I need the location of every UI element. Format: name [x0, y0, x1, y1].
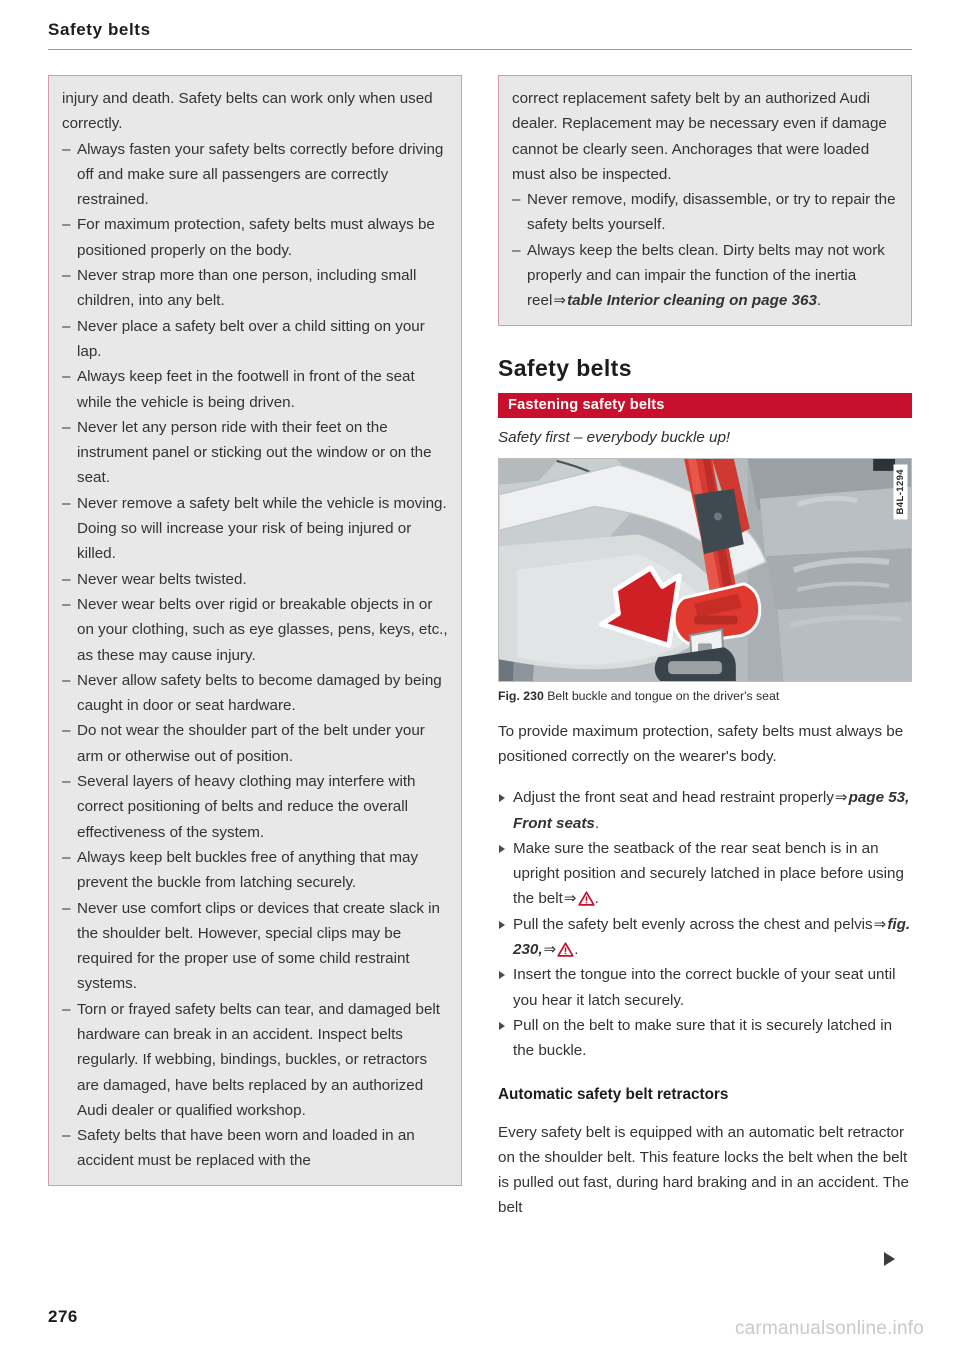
step-text-after: .: [574, 941, 579, 959]
figure-image: [498, 458, 912, 682]
step-text: Make sure the seatback of the rear seat bench is in an upright position and securely latched in place before using the belt: [513, 839, 904, 908]
warning-item: – Never place a safety belt over a child sitting on your lap.: [62, 314, 448, 365]
page-number: 276: [48, 1307, 78, 1326]
step-text: Adjust the front seat and head restraint properly: [513, 789, 834, 807]
warning-lead-in: correct replacement safety belt by an authorized Audi dealer. Replacement may be necessary even if damage cannot be clearly seen. Anchorages that were loaded must also be inspected.: [512, 90, 887, 183]
warning-item: – Do not wear the shoulder part of the belt under your arm or otherwise out of position.: [62, 718, 448, 769]
warning-item: – Never allow safety belts to become damaged by being caught in door or seat hardware.: [62, 668, 448, 719]
warning-item: – Never wear belts twisted.: [62, 567, 448, 592]
step-item: [498, 912, 912, 963]
warning-item-text: Always keep the belts clean. Dirty belts may not work properly and can impair the function of the inertia reel: [527, 241, 885, 310]
step-text-after: .: [594, 814, 600, 832]
warning-item: – Never let any person ride with their feet on the instrument panel or sticking out the window or on the seat.: [62, 415, 448, 491]
figure-block: [498, 458, 912, 703]
cross-reference-link[interactable]: table Interior: [567, 292, 660, 310]
sub-heading: Automatic safety belt retractors: [498, 1085, 729, 1103]
subsection-tagline: Safety first – everybody buckle up!: [498, 428, 731, 446]
subsection-header-bar: Fastening safety belts: [498, 393, 912, 418]
warning-item: – Torn or frayed safety belts can tear, and damaged belt hardware can break in an accident. Inspect belts regularly. If webbing, bindings, buckles, or retractors are damaged, have belts replaced by an authorized Audi dealer or qualified workshop.: [62, 997, 448, 1123]
warning-item-with-reference: – Always keep the belts clean. Dirty belts may not work properly and can impair the function of the inertia reel⇒table Interior cleaning on page 363.: [512, 238, 898, 314]
step-item: Insert the tongue into the correct buckle of your seat until you hear it latch securely.: [498, 962, 912, 1013]
step-text: Pull the safety belt evenly across the chest and pelvis: [513, 915, 873, 933]
reference-arrow-icon: ⇒: [553, 292, 567, 310]
figure-number: Fig. 230: [498, 688, 544, 703]
reference-arrow-icon: ⇒: [873, 915, 887, 933]
warning-item: – Never remove, modify, disassemble, or try to repair the safety belts yourself.: [512, 187, 898, 238]
intro-paragraph: To provide maximum protection, safety belts must always be positioned correctly on the wearer's body.: [498, 722, 904, 765]
warning-list-right: [512, 187, 898, 313]
cross-reference-link-cont[interactable]: cleaning on page 363: [663, 292, 817, 310]
warning-item: – Always keep feet in the footwell in front of the seat while the vehicle is being driven.: [62, 364, 448, 415]
step-text-after: .: [594, 890, 599, 908]
warning-triangle-icon: [557, 940, 574, 955]
reference-arrow-icon: ⇒: [834, 789, 848, 807]
right-column: [498, 75, 912, 1221]
two-column-layout: [48, 75, 912, 1265]
left-column: [48, 75, 462, 1186]
reference-arrow-icon: ⇒: [563, 890, 577, 908]
watermark: carmanualsonline.info: [734, 1318, 924, 1339]
warning-item: – Never wear belts over rigid or breakable objects in or on your clothing, such as eye glasses, pens, keys, etc., as these may cause injury.: [62, 592, 448, 668]
figure-image-code: B4L-1294: [894, 464, 908, 519]
retractor-paragraph: Every safety belt is equipped with an automatic belt retractor on the shoulder belt. This feature locks the belt when the belt is pulled out fast, during hard braking and in an accident. The belt: [498, 1123, 909, 1217]
warning-item: – Never remove a safety belt while the vehicle is moving. Doing so will increase your risk of being injured or killed.: [62, 491, 448, 567]
page-header: [48, 20, 912, 50]
cross-reference-link[interactable]: fig. 230,: [513, 915, 911, 959]
step-item: [498, 785, 912, 836]
cross-reference-link[interactable]: page 53, Front seats: [513, 789, 910, 832]
figure-caption-text: Belt buckle and tongue on the driver's seat: [547, 688, 780, 703]
belt-buckle-illustration: [499, 459, 911, 681]
warning-item: – Safety belts that have been worn and loaded in an accident must be replaced with the: [62, 1123, 448, 1174]
warning-item: – Several layers of heavy clothing may interfere with correct positioning of belts and reduce the overall effectiveness of the system.: [62, 769, 448, 845]
step-list: [498, 785, 912, 1063]
warning-item: – Never strap more than one person, including small children, into any belt.: [62, 263, 448, 314]
warning-lead-in: injury and death. Safety belts can work only when used correctly.: [62, 90, 433, 133]
continuation-arrow-icon: [884, 1252, 895, 1266]
step-item: [498, 836, 912, 912]
header-divider: [48, 49, 912, 50]
warning-item: – Always keep belt buckles free of anything that may prevent the buckle from latching securely.: [62, 845, 448, 896]
step-item: Pull on the belt to make sure that it is securely latched in the buckle.: [498, 1013, 912, 1064]
warning-triangle-icon: [578, 889, 595, 904]
section-title: Safety belts: [498, 354, 632, 381]
reference-arrow-icon-2: ⇒: [543, 941, 557, 959]
warning-item: – Always fasten your safety belts correctly before driving off and make sure all passengers are correctly restrained.: [62, 137, 448, 213]
figure-caption: [498, 689, 912, 703]
warning-item: – Never use comfort clips or devices that create slack in the shoulder belt. However, special clips may be required for the proper use of some child restraint systems.: [62, 896, 448, 997]
page-title: Safety belts: [48, 20, 151, 39]
warning-box-right: [498, 75, 912, 326]
warning-item: – For maximum protection, safety belts must always be positioned properly on the body.: [62, 212, 448, 263]
warning-box-left: [48, 75, 462, 1186]
warning-list-left: [62, 137, 448, 1174]
